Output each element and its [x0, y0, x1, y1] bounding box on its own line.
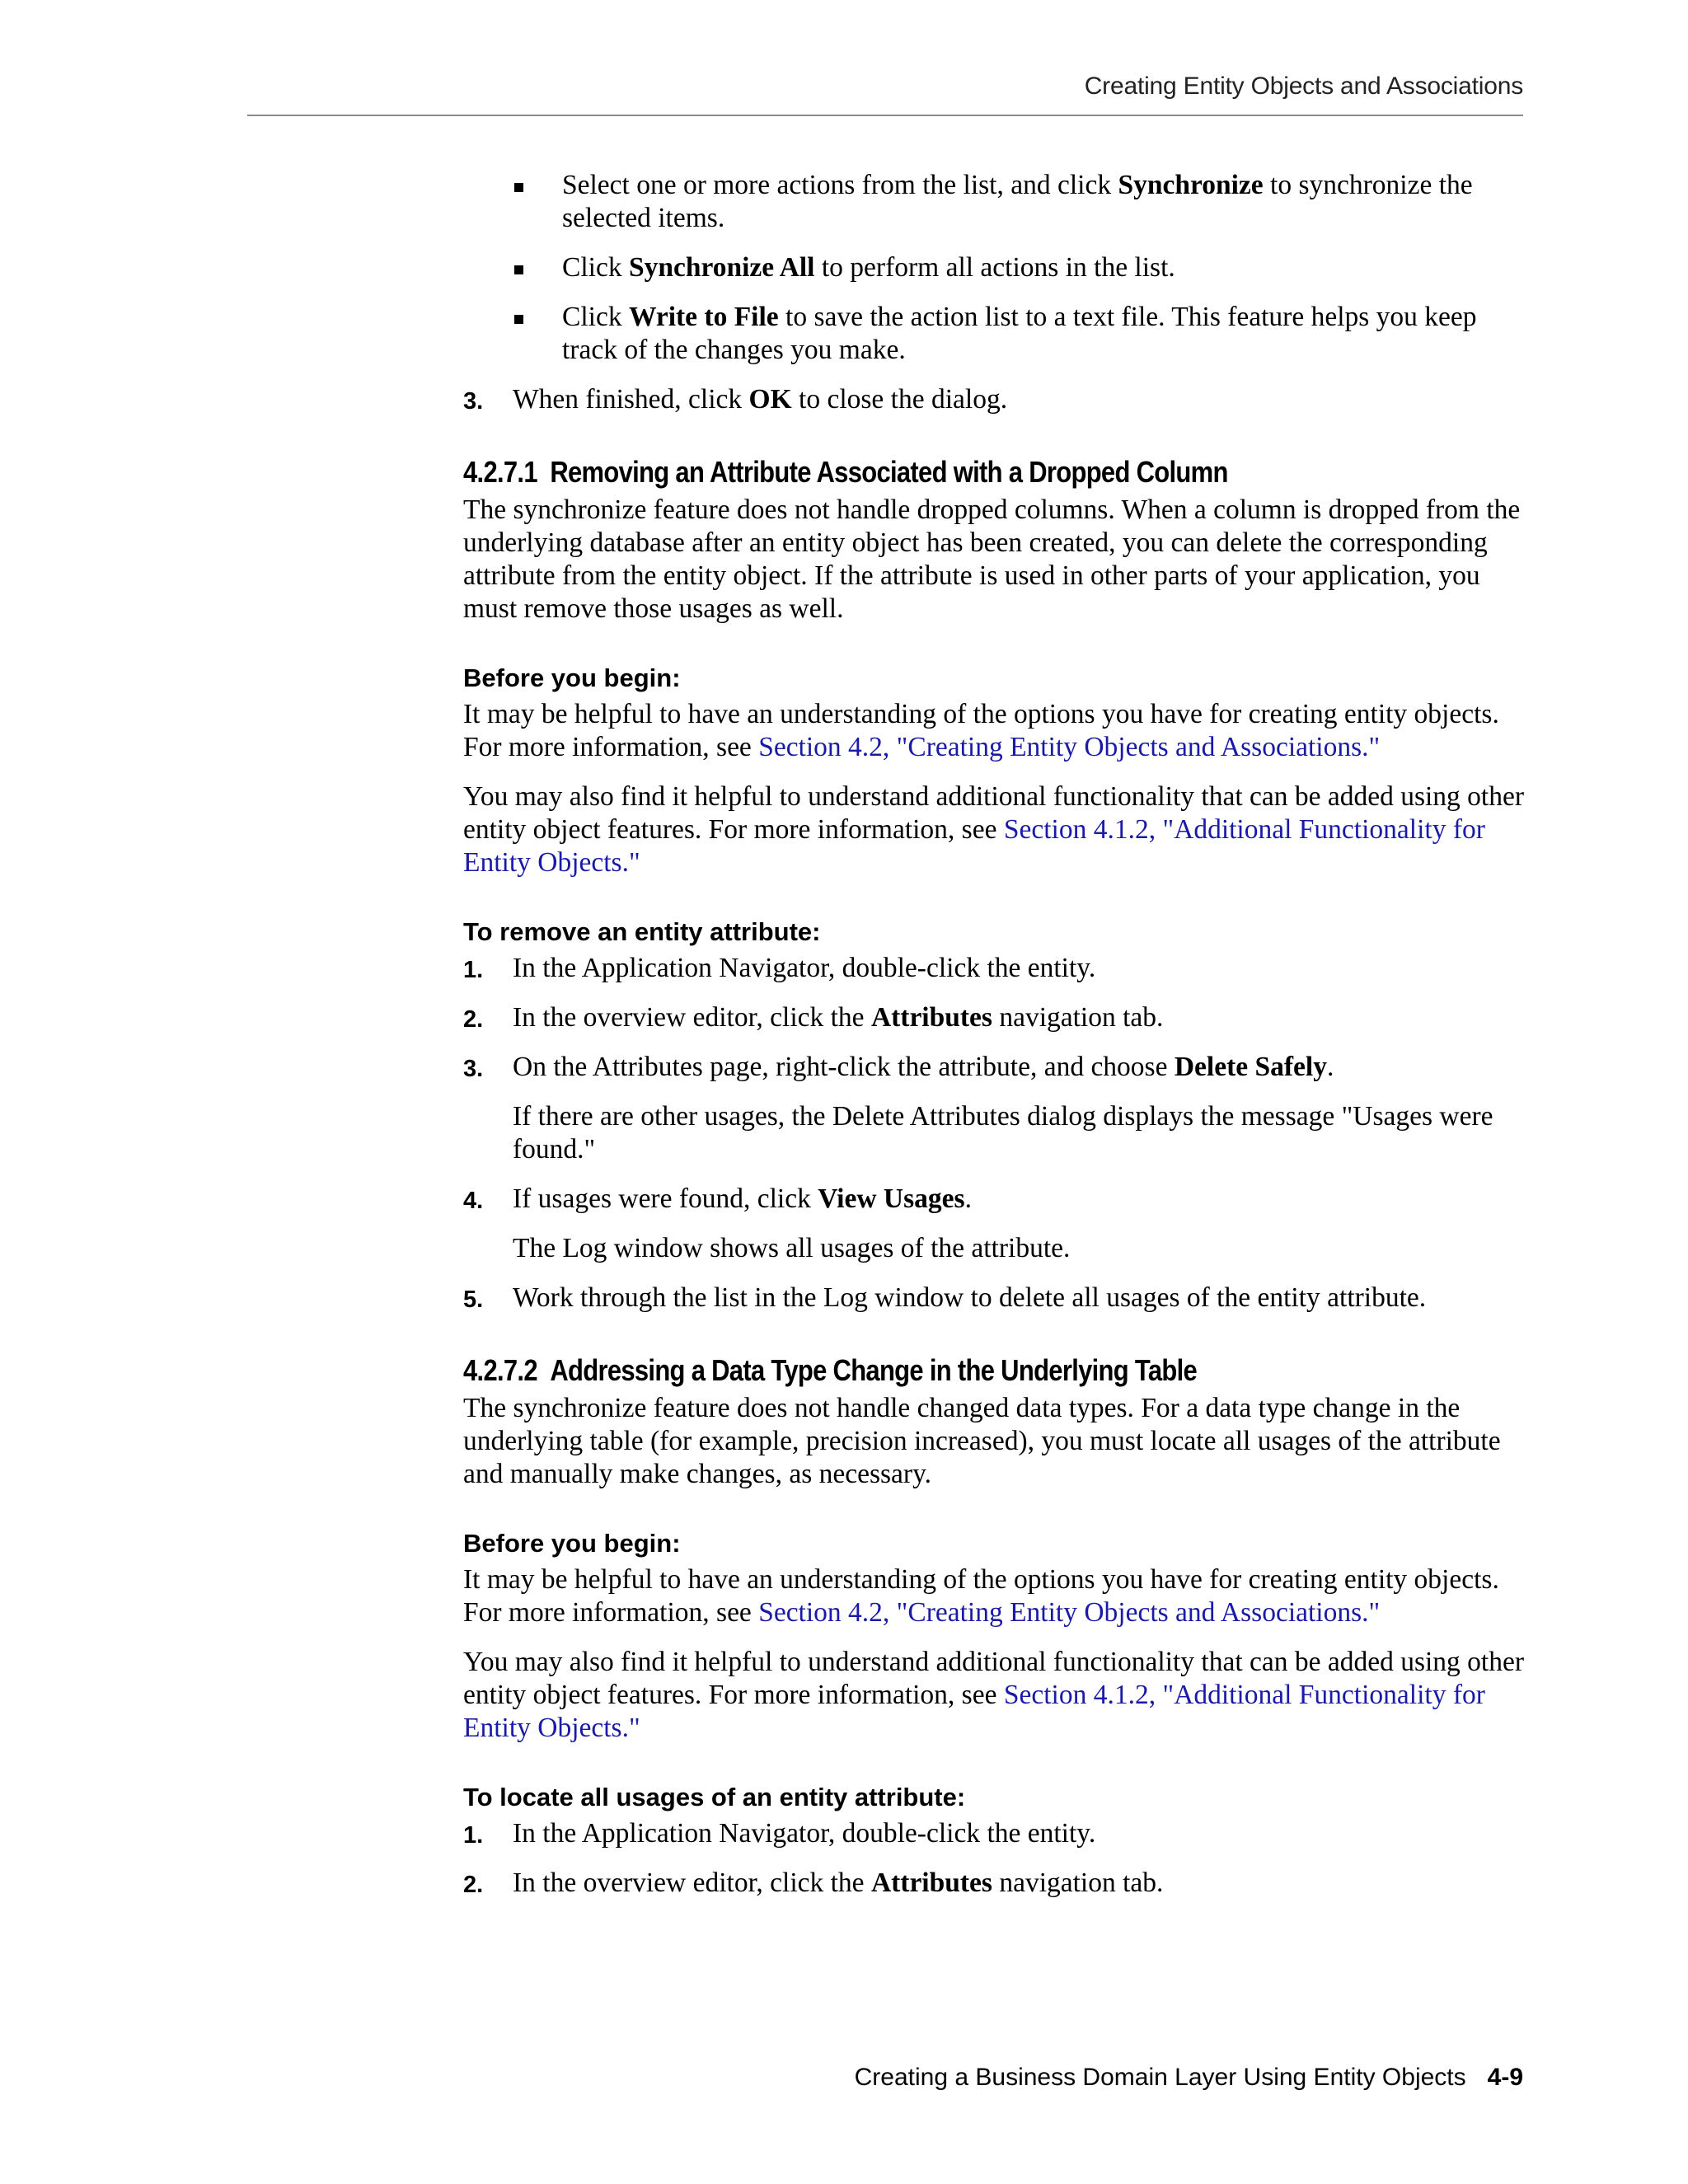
step-number: 2.: [463, 1872, 484, 1898]
section-number: 4.2.7.2: [463, 1353, 537, 1387]
step-number: 3.: [463, 1056, 484, 1082]
step-item: [463, 1282, 1526, 1315]
bullet-item-synchronize-all: [463, 251, 1526, 284]
bullet-text: to save the action list to a text file. This feature helps you keep track of the changes you make.: [562, 302, 1477, 365]
step-text: In the Application Navigator, double-click the entity.: [513, 1818, 1096, 1849]
section-title: Removing an Attribute Associated with a Dropped Column: [550, 455, 1228, 489]
ui-term-bold: Attributes: [870, 1002, 992, 1033]
ui-term-bold: OK: [748, 384, 792, 415]
ui-term-bold: View Usages: [818, 1183, 965, 1214]
ui-term-bold: Synchronize: [1118, 170, 1264, 200]
bullet-square-icon: [514, 183, 523, 192]
paragraph-text: It may be helpful to have an understanding of the options you have for creating entity objects. For more information, see: [463, 699, 1499, 762]
step-number: 3.: [463, 388, 484, 415]
step-text: to close the dialog.: [791, 384, 1008, 415]
section-number: 4.2.7.1: [463, 455, 537, 489]
step-note: If there are other usages, the Delete Attributes dialog displays the message "Usages were found.": [513, 1101, 1493, 1165]
ui-term-bold: Attributes: [870, 1868, 992, 1898]
footer-book-title: Creating a Business Domain Layer Using Entity Objects: [854, 2064, 1466, 2091]
step-text: If usages were found, click: [513, 1183, 818, 1214]
step-item: [463, 952, 1526, 985]
step-item: [463, 1817, 1526, 1850]
step-text: In the overview editor, click the: [513, 1868, 871, 1898]
page-number: 4-9: [1487, 2064, 1523, 2091]
task-heading: To remove an entity attribute:: [463, 917, 821, 946]
step-number: 4.: [463, 1188, 484, 1214]
step-item: [463, 1867, 1526, 1900]
step-text: In the Application Navigator, double-click the entity.: [513, 953, 1096, 983]
step-note: The Log window shows all usages of the attribute.: [513, 1233, 1071, 1263]
step-text: Work through the list in the Log window to delete all usages of the entity attribute.: [513, 1282, 1427, 1313]
step-item: [463, 1183, 1526, 1216]
step-item: [463, 1051, 1526, 1084]
step-text: In the overview editor, click the: [513, 1002, 871, 1033]
bullet-square-icon: [514, 315, 523, 324]
paragraph-text: You may also find it helpful to understand additional functionality that can be added using other entity object features. For more information, see: [463, 1647, 1525, 1710]
section-link[interactable]: Section 4.1.2, "Additional Functionality for Entity Objects.": [463, 1680, 1485, 1743]
step-number: 5.: [463, 1286, 484, 1313]
paragraph-text: You may also find it helpful to understand additional functionality that can be added using other entity object features. For more information, see: [463, 781, 1525, 845]
section-intro: The synchronize feature does not handle changed data types. For a data type change in the underlying table (for example, precision increased), you must locate all usages of the attribute and manually make changes, as necessary.: [463, 1393, 1501, 1489]
ui-term-bold: Delete Safely: [1174, 1052, 1327, 1082]
step-text: On the Attributes page, right-click the attribute, and choose: [513, 1052, 1175, 1082]
step-item: [463, 1001, 1526, 1034]
section-title: Addressing a Data Type Change in the Underlying Table: [550, 1353, 1198, 1387]
running-header: Creating Entity Objects and Associations: [1084, 73, 1523, 100]
bullet-square-icon: [514, 265, 523, 274]
section-link[interactable]: Section 4.2, "Creating Entity Objects and Associations.": [758, 1597, 1381, 1628]
step-text: When finished, click: [513, 384, 749, 415]
section-intro: The synchronize feature does not handle dropped columns. When a column is dropped from the underlying database after an entity object has been created, you can delete the corresponding attribute from the entity object. If the attribute is used in other parts of your application, you must remove those usages as well.: [463, 494, 1521, 624]
ui-term-bold: Synchronize All: [628, 252, 815, 283]
step-item: [463, 383, 1526, 416]
header-rule: [247, 115, 1523, 116]
ui-term-bold: Write to File: [628, 302, 779, 332]
step-number: 2.: [463, 1006, 484, 1033]
before-paragraph: [463, 1563, 1526, 1629]
before-you-begin-heading: Before you begin:: [463, 1529, 681, 1558]
bullet-text: to perform all actions in the list.: [814, 252, 1175, 283]
section-link[interactable]: Section 4.1.2, "Additional Functionality for Entity Objects.": [463, 814, 1485, 878]
before-paragraph: [463, 698, 1526, 764]
section-heading: [463, 1352, 1377, 1389]
before-paragraph: [463, 780, 1526, 879]
bullet-text: Select one or more actions from the list, and click: [562, 170, 1118, 200]
task-heading: To locate all usages of an entity attribute:: [463, 1783, 966, 1811]
section-heading: [463, 454, 1377, 490]
bullet-text: Click: [562, 302, 629, 332]
step-text: navigation tab.: [992, 1868, 1164, 1898]
section-link[interactable]: Section 4.2, "Creating Entity Objects and Associations.": [758, 732, 1381, 762]
before-you-begin-heading: Before you begin:: [463, 663, 681, 692]
bullet-item-synchronize: [463, 169, 1526, 235]
step-number: 1.: [463, 1822, 484, 1849]
bullet-text: to synchronize the selected items.: [562, 170, 1473, 233]
page-footer: [855, 2064, 1523, 2092]
paragraph-text: It may be helpful to have an understanding of the options you have for creating entity objects. For more information, see: [463, 1564, 1499, 1628]
page-body: [463, 169, 1526, 1916]
step-number: 1.: [463, 957, 484, 983]
step-text: .: [964, 1183, 972, 1214]
step-text: navigation tab.: [992, 1002, 1164, 1033]
bullet-text: Click: [562, 252, 629, 283]
before-paragraph: [463, 1646, 1526, 1745]
step-text: .: [1326, 1052, 1334, 1082]
bullet-item-write-to-file: [463, 301, 1526, 367]
